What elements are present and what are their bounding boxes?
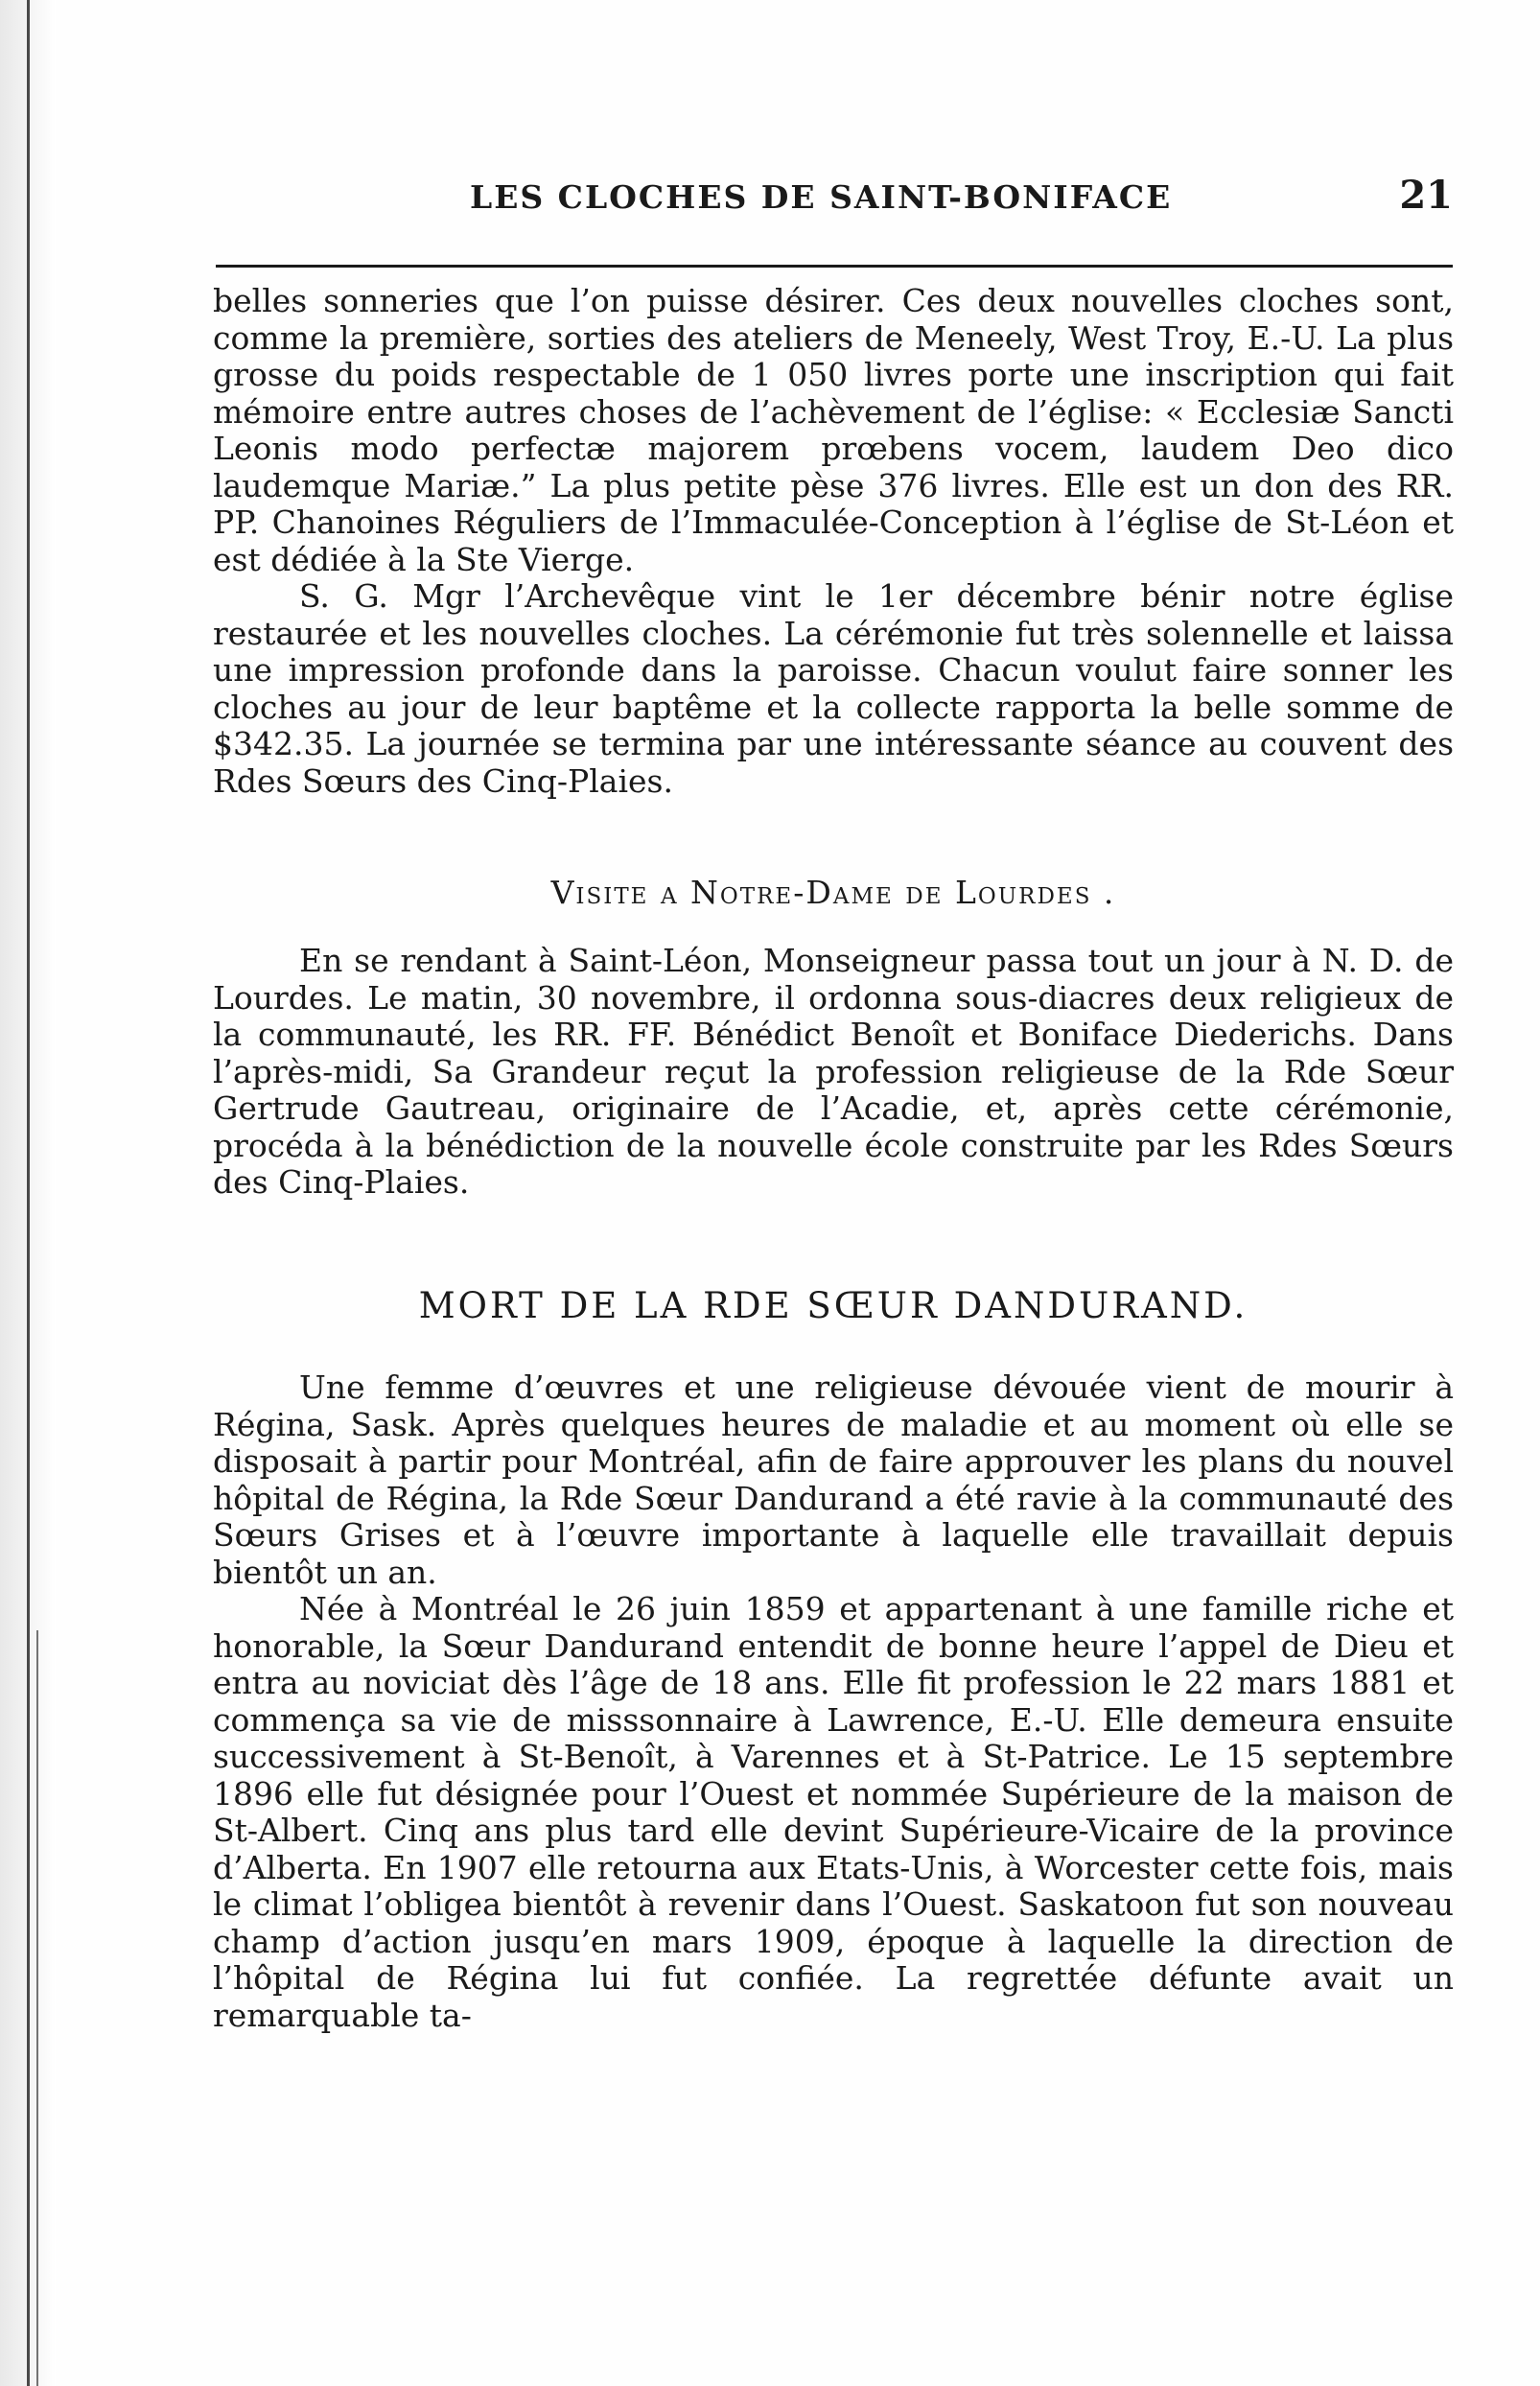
binding-edge-line-secondary [36,1630,38,2386]
section-heading-dandurand: MORT DE LA RDE SŒUR DANDURAND. [418,1285,1248,1326]
section-heading-lourdes: Visite a Notre-Dame de Lourdes . [550,874,1116,911]
page-number: 21 [1399,173,1453,218]
binding-edge-line [27,0,30,2386]
paragraph-group-3 [213,1369,1454,2034]
paragraph-blessing: S. G. Mgr l’Archevêque vint le 1er décembre bénir notre église restaurée et les nouvelles cloches. La cérémonie fut très solennelle et laissa une impression profonde dans la paroisse. Chacun voulut faire sonner les cloches au jour de leur baptême et la collecte rapporta la belle somme de $342.35. La journée se termina par une intéressante séance au couvent des Rdes Sœurs des Cinq-Plaies. [213,577,1454,800]
paragraph-group-2 [213,943,1454,1202]
page-header [216,173,1453,230]
paragraph-obituary-biography: Née à Montréal le 26 juin 1859 et appartenant à une famille riche et honorable, la Sœur Dandurand entendit de bonne heure l’appel de Dieu et entra au noviciat dès l’âge de 18 ans. Elle fit profession le 22 mars 1881 et commença sa vie de misssonnaire à Lawrence, E.-U. Elle demeura ensuite successivement à St-Benoît, à Varennes et à St-Patrice. Le 15 septembre 1896 elle fut désignée pour l’Ouest et nommée Supérieure de la maison de St-Albert. Cinq ans plus tard elle devint Supérieure-Vicaire de la province d’Alberta. En 1907 elle retourna aux Etats-Unis, à Worcester cette fois, mais le climat l’obligea bientôt à revenir dans l’Ouest. Saskatoon fut son nouveau champ d’action jusqu’en mars 1909, époque à laquelle la direction de l’hôpital de Régina lui fut confiée. La regrettée défunte avait un remarquable ta- [213,1590,1454,2034]
header-rule [216,265,1453,268]
paragraph-obituary-intro: Une femme d’œuvres et une religieuse dévouée vient de mourir à Régina, Sask. Après quelques heures de maladie et au moment où elle se disposait à partir pour Montréal, afin de faire approuver les plans du nouvel hôpital de Régina, la Rde Sœur Dandurand a été ravie à la communauté des Sœurs Grises et à l’œuvre importante à laquelle elle travaillait depuis bientôt un an. [213,1368,1454,1591]
paragraph-bells: belles sonneries que l’on puisse désirer. Ces deux nouvelles cloches sont, comme la première, sorties des ateliers de Meneely, West Troy, E.-U. La plus grosse du poids respectable de 1 050 livres porte une inscription qui fait mémoire entre autres choses de l’achèvement de l’église: « Ecclesiæ Sancti Leonis modo perfectæ majorem prœbens vocem, laudem Deo dico laudemque Mariæ.” La plus petite pèse 376 livres. Elle est un don des RR. PP. Chanoines Réguliers de l’Immaculée-Conception à l’église de St-Léon et est dédiée à la Ste Vierge. [213,282,1454,578]
paragraph-lourdes: En se rendant à Saint-Léon, Monseigneur passa tout un jour à N. D. de Lourdes. Le matin, 30 novembre, il ordonna sous-diacres deux religieux de la communauté, les RR. FF. Bénédict Benoît et Boniface Diederichs. Dans l’après-midi, Sa Grandeur reçut la profession religieuse de la Rde Sœur Gertrude Gautreau, originaire de l’Acadie, et, après cette cérémonie, procéda à la bénédiction de la nouvelle école construite par les Rdes Sœurs des Cinq-Plaies. [213,942,1454,1201]
running-title: LES CLOCHES DE SAINT-BONIFACE [470,178,1173,216]
paragraph-group-1 [213,283,1454,800]
